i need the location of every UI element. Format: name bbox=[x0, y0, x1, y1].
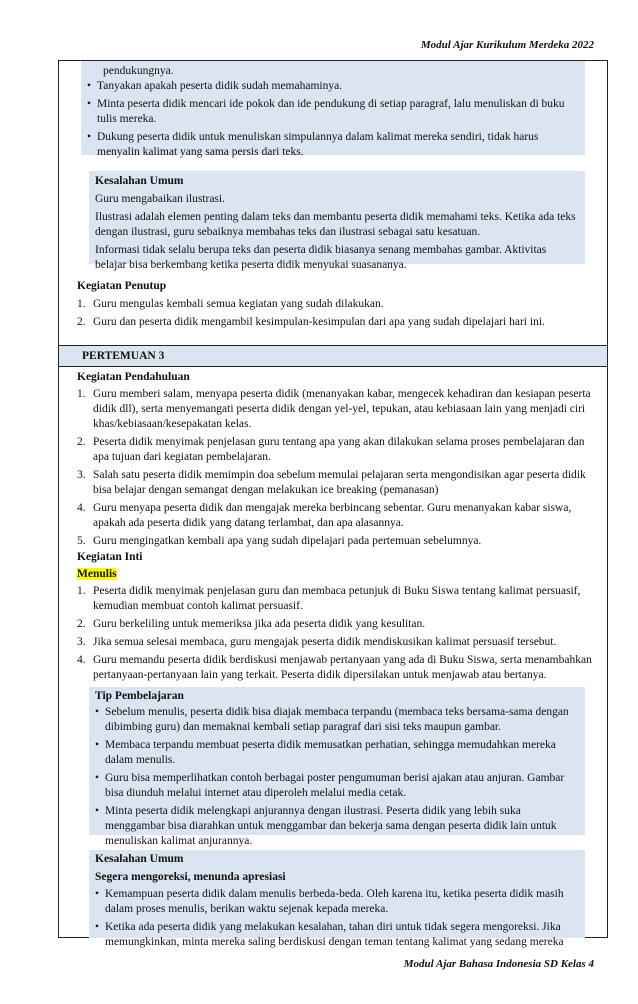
item-text: Guru memberi salam, menyapa peserta didik (menanyakan kabar, mengecek kehadiran dan kesiapan peserta didik dll), serta menyemangati peserta didik dengan yel-yel, tepukan, atau kebiasaan lain yang menjadi ciri khas/kebiasaan/kesepakatan kelas. bbox=[93, 388, 591, 430]
item-text: Guru memandu peserta didik berdiskusi menjawab pertanyaan yang ada di Buku Siswa, serta menambahkan pertanyaan-pertanyaan lain yang terkait. Peserta didik dipersilakan untuk menjawab atau bertanya. bbox=[93, 654, 592, 681]
numbered-item bbox=[77, 435, 597, 465]
common-mistake-title: Kesalahan Umum bbox=[95, 853, 184, 865]
page-header: Modul Ajar Kurikulum Merdeka 2022 bbox=[420, 39, 594, 51]
core-activities bbox=[77, 550, 597, 686]
learning-tip-list bbox=[95, 705, 579, 849]
item-text: Guru berkeliling untuk memeriksa jika ada peserta didik yang kesulitan. bbox=[93, 618, 426, 630]
common-mistake-list bbox=[95, 887, 579, 950]
item-text: Guru mengulas kembali semua kegiatan yang sudah dilakukan. bbox=[93, 298, 384, 310]
opening-list bbox=[77, 387, 597, 549]
common-mistake-title: Kesalahan Umum bbox=[95, 175, 184, 187]
continuation-text: pendukungnya. bbox=[103, 65, 174, 77]
learning-tip-title: Tip Pembelajaran bbox=[95, 690, 184, 702]
opening-title: Kegiatan Pendahuluan bbox=[77, 371, 190, 383]
common-mistake-text: Informasi tidak selalu berupa teks dan peserta didik biasanya senang membahas gambar. Aktivitas belajar bisa berkembang ketika peserta didik menyukai suasananya. bbox=[95, 244, 547, 271]
item-text: Peserta didik menyimak penjelasan guru dan membaca petunjuk di Buku Siswa tentang kalimat persuasif, kemudian membuat contoh kalimat persuasif. bbox=[93, 585, 581, 612]
item-text: Salah satu peserta didik memimpin doa sebelum memulai pelajaran serta mengondisikan agar peserta didik bisa belajar dengan semangat dengan melakukan ice breaking (pemanasan) bbox=[93, 469, 586, 496]
item-number: 1. bbox=[77, 585, 86, 597]
closing-activities bbox=[77, 279, 597, 333]
item-number: 2. bbox=[77, 436, 86, 448]
item-number: 3. bbox=[77, 469, 86, 481]
numbered-item bbox=[77, 635, 597, 650]
common-mistake-text: Ilustrasi adalah elemen penting dalam teks dan membantu peserta didik memahami teks. Ketika ada teks dengan ilustrasi, guru sebaiknya membahas teks dan ilustrasi sebagai satu kesatuan. bbox=[95, 211, 576, 238]
item-text: Jika semua selesai membaca, guru mengajak peserta didik mendiskusikan kalimat persuasif tersebut. bbox=[93, 636, 557, 648]
item-text: Guru menyapa peserta didik dan mengajak mereka berbincang sebentar. Guru menanyakan kabar siswa, apakah ada peserta didik yang datang terlambat, dan apa alasannya. bbox=[93, 502, 572, 529]
common-mistake-subtitle: Segera mengoreksi, menunda apresiasi bbox=[95, 871, 286, 883]
numbered-item bbox=[77, 387, 597, 432]
item-number: 2. bbox=[77, 316, 86, 328]
bullet-item: • Ketika ada peserta didik yang melakukan kesalahan, tahan diri untuk tidak segera mengoreksi. Jika memungkinkan, minta mereka saling berdiskusi dengan teman tentang kalimat yang sedang mereka bbox=[95, 920, 579, 950]
common-mistake-box-1 bbox=[89, 171, 585, 271]
numbered-item bbox=[77, 315, 597, 330]
top-bullet-list bbox=[87, 79, 579, 160]
bullet-item: • Minta peserta didik mencari ide pokok dan ide pendukung di setiap paragraf, lalu menuliskan di buku tulis mereka. bbox=[87, 97, 579, 127]
numbered-item bbox=[77, 534, 597, 549]
bullet-item: • Guru bisa memperlihatkan contoh berbagai poster pengumuman berisi ajakan atau anjuran. Gambar bisa diunduh melalui internet atau diperoleh melalui media cetak. bbox=[95, 771, 579, 801]
bullet-item: • Tanyakan apakah peserta didik sudah memahaminya. bbox=[87, 79, 579, 94]
numbered-item bbox=[77, 584, 597, 614]
item-number: 1. bbox=[77, 298, 86, 310]
item-number: 5. bbox=[77, 535, 86, 547]
bullet-item: • Sebelum menulis, peserta didik bisa diajak membaca terpandu (membaca teks bersama-sama dengan dibimbing guru) dan memaknai kembali setiap paragraf dari sisi teks maupun gambar. bbox=[95, 705, 579, 735]
core-subtitle: Menulis bbox=[77, 568, 117, 580]
bullet-item: • Minta peserta didik melengkapi anjurannya dengan ilustrasi. Peserta didik yang lebih suka menggambar bisa diarahkan untuk menggambar dan bekerja sama dengan peserta didik lain untuk menuliskan kalimat anjurannya. bbox=[95, 804, 579, 849]
closing-list bbox=[77, 297, 597, 330]
bullet-item: • Dukung peserta didik untuk menuliskan simpulannya dalam kalimat mereka sendiri, tidak harus menyalin kalimat yang sama persis dari teks. bbox=[87, 130, 579, 160]
item-text: Guru mengingatkan kembali apa yang sudah dipelajari pada pertemuan sebelumnya. bbox=[93, 535, 482, 547]
numbered-item bbox=[77, 617, 597, 632]
common-mistake-box-2 bbox=[89, 850, 585, 948]
common-mistake-text: Guru mengabaikan ilustrasi. bbox=[95, 193, 225, 205]
numbered-item bbox=[77, 501, 597, 531]
opening-activities bbox=[77, 370, 597, 552]
item-number: 3. bbox=[77, 636, 86, 648]
numbered-item bbox=[77, 468, 597, 498]
bullet-item: • Kemampuan peserta didik dalam menulis berbeda-beda. Oleh karena itu, ketika peserta didik masih dalam proses menulis, berikan waktu sejenak kepada mereka. bbox=[95, 887, 579, 917]
numbered-item bbox=[77, 653, 597, 683]
meeting-heading: PERTEMUAN 3 bbox=[59, 345, 607, 367]
core-list bbox=[77, 584, 597, 683]
learning-tip-box bbox=[89, 687, 585, 847]
item-number: 4. bbox=[77, 654, 86, 666]
bullet-item: • Membaca terpandu membuat peserta didik memusatkan perhatian, sehingga memudahkan mereka dalam menulis. bbox=[95, 738, 579, 768]
item-number: 2. bbox=[77, 618, 86, 630]
top-list-box bbox=[81, 61, 585, 158]
page-footer: Modul Ajar Bahasa Indonesia SD Kelas 4 bbox=[403, 958, 594, 970]
closing-title: Kegiatan Penutup bbox=[77, 280, 167, 292]
item-text: Guru dan peserta didik mengambil kesimpulan-kesimpulan dari apa yang sudah dipelajari hari ini. bbox=[93, 316, 545, 328]
item-number: 1. bbox=[77, 388, 86, 400]
numbered-item bbox=[77, 297, 597, 312]
item-number: 4. bbox=[77, 502, 86, 514]
core-title: Kegiatan Inti bbox=[77, 551, 143, 563]
item-text: Peserta didik menyimak penjelasan guru tentang apa yang akan dilakukan selama proses pembelajaran dan apa tujuan dari kegiatan pembelajaran. bbox=[93, 436, 585, 463]
content-frame bbox=[58, 60, 608, 948]
